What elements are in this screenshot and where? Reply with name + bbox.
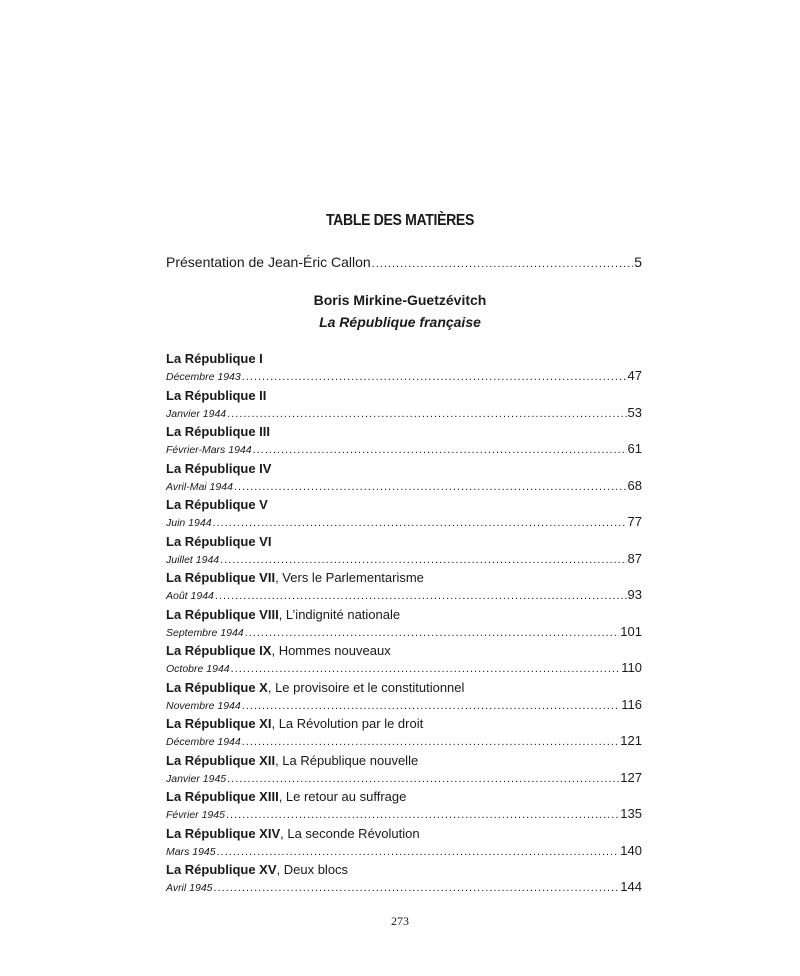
entry-page-number: 77	[627, 514, 642, 529]
entry-heading	[166, 387, 642, 404]
dot-leader	[213, 515, 627, 532]
toc-entry	[166, 387, 642, 424]
entry-title: La République V	[166, 497, 268, 512]
entry-page-number: 144	[620, 879, 642, 894]
toc-entry	[166, 569, 642, 606]
entry-date-line	[166, 477, 642, 496]
entry-date: Août 1944	[166, 590, 214, 602]
entry-date: Décembre 1943	[166, 371, 241, 383]
entry-subtitle: , Vers le Parlementarisme	[275, 570, 424, 585]
author-name: Boris Mirkine-Guetzévitch	[313, 292, 487, 308]
entry-page-number: 87	[627, 550, 642, 566]
entry-page-number: 110	[621, 660, 642, 675]
entry-page-number: 121	[620, 733, 642, 748]
entry-title: La République I	[166, 351, 263, 366]
entry-date: Novembre 1944	[166, 699, 241, 712]
entry-heading	[166, 350, 642, 367]
entry-date-line	[166, 878, 642, 897]
entry-subtitle: , Le retour au suffrage	[278, 789, 407, 804]
toc-entry	[166, 825, 642, 862]
presentation-page-number: 5	[634, 254, 642, 270]
entry-date: Décembre 1944	[166, 736, 241, 748]
entry-date-line	[166, 404, 642, 423]
entry-title: La République XIV	[166, 825, 281, 841]
entry-date-line	[166, 367, 642, 386]
dot-leader	[242, 698, 621, 715]
entry-date-line	[166, 805, 642, 824]
entry-date: Mars 1945	[166, 845, 216, 858]
entry-heading	[166, 423, 642, 440]
entry-date: Février 1945	[166, 809, 225, 821]
entry-date-line	[166, 842, 642, 861]
entry-page-number: 53	[627, 404, 642, 420]
dot-leader	[214, 880, 620, 897]
entry-page-number: 135	[620, 806, 642, 821]
dot-leader	[217, 844, 620, 861]
dot-leader	[227, 406, 626, 423]
entry-date: Avril-Mai 1944	[166, 480, 233, 493]
entry-page-number: 68	[627, 477, 642, 493]
toc-entry	[166, 861, 642, 898]
entry-title: La République X	[166, 679, 268, 695]
toc-entry	[166, 460, 642, 497]
dot-leader	[220, 552, 626, 569]
toc-entry	[166, 679, 642, 716]
entry-date: Janvier 1944	[166, 407, 227, 420]
page-number: 273	[391, 914, 409, 928]
entry-date-line	[166, 659, 642, 678]
dot-leader	[242, 734, 620, 751]
entry-subtitle: , Deux blocs	[276, 862, 349, 877]
entry-date-line	[166, 586, 642, 605]
dot-leader	[215, 588, 627, 605]
entry-page-number: 47	[627, 368, 642, 383]
entry-page-number: 127	[620, 769, 642, 785]
entry-page-number: 116	[621, 696, 642, 712]
dot-leader	[234, 479, 627, 496]
entry-heading	[166, 752, 642, 769]
entry-title: La République IX	[166, 643, 272, 658]
entry-title: La République XII	[166, 752, 276, 768]
entry-page-number: 61	[627, 441, 642, 456]
entry-subtitle: , Hommes nouveaux	[271, 643, 391, 658]
book-title: La République française	[319, 314, 481, 330]
dot-leader	[231, 661, 621, 678]
entry-title: La République IV	[166, 460, 272, 476]
entry-title: La République XI	[166, 716, 272, 731]
entry-subtitle: , La République nouvelle	[275, 752, 419, 768]
entry-heading	[166, 679, 642, 696]
dot-leader	[253, 442, 627, 459]
toc-entry	[166, 642, 642, 679]
entry-title: La République VIII	[166, 606, 279, 622]
dot-leader	[226, 807, 619, 824]
entry-date-line	[166, 732, 642, 751]
toc-entry	[166, 423, 642, 460]
entry-heading	[166, 788, 642, 805]
entry-title: La République VII	[166, 570, 276, 585]
entry-date-line	[166, 550, 642, 569]
presentation-label: Présentation de Jean-Éric Callon	[166, 254, 371, 270]
entry-subtitle: , La Révolution par le droit	[271, 716, 424, 731]
entry-date: Octobre 1944	[166, 663, 230, 675]
entry-subtitle: , La seconde Révolution	[280, 825, 420, 841]
entry-heading	[166, 496, 642, 513]
entry-date: Juin 1944	[166, 517, 212, 529]
dot-leader	[372, 258, 634, 270]
entry-date-line	[166, 440, 642, 459]
dot-leader	[242, 369, 627, 386]
entry-heading	[166, 715, 642, 732]
toc-entry	[166, 788, 642, 825]
presentation-entry	[166, 254, 642, 270]
entry-heading	[166, 606, 642, 623]
toc-entry	[166, 715, 642, 752]
entry-date-line	[166, 769, 642, 788]
entry-date: Janvier 1945	[166, 772, 227, 785]
entry-date-line	[166, 623, 642, 642]
entry-heading	[166, 533, 642, 550]
toc-entries	[166, 350, 642, 898]
entry-heading	[166, 460, 642, 477]
entry-page-number: 101	[620, 623, 642, 639]
entry-title: La République XIII	[166, 789, 279, 804]
entry-heading	[166, 861, 642, 878]
toc-title: TABLE DES MATIÈRES	[325, 212, 475, 229]
entry-subtitle: , L’indignité nationale	[278, 606, 401, 622]
entry-date: Avril 1945	[166, 882, 213, 894]
dot-leader	[227, 771, 619, 788]
entry-subtitle: , Le provisoire et le constitutionnel	[267, 679, 465, 695]
entry-date: Février-Mars 1944	[166, 444, 252, 456]
entry-title: La République II	[166, 387, 267, 403]
entry-date: Juillet 1944	[166, 553, 220, 566]
toc-entry	[166, 533, 642, 570]
entry-page-number: 93	[627, 587, 642, 602]
entry-page-number: 140	[620, 842, 642, 858]
entry-heading	[166, 569, 642, 586]
dot-leader	[245, 625, 620, 642]
entry-date-line	[166, 696, 642, 715]
entry-title: La République XV	[166, 862, 277, 877]
entry-heading	[166, 825, 642, 842]
entry-heading	[166, 642, 642, 659]
entry-title: La République III	[166, 424, 271, 439]
toc-entry	[166, 606, 642, 643]
toc-entry	[166, 350, 642, 387]
entry-date: Septembre 1944	[166, 626, 244, 639]
entry-date-line	[166, 513, 642, 532]
toc-entry	[166, 496, 642, 533]
toc-entry	[166, 752, 642, 789]
entry-title: La République VI	[166, 533, 272, 549]
